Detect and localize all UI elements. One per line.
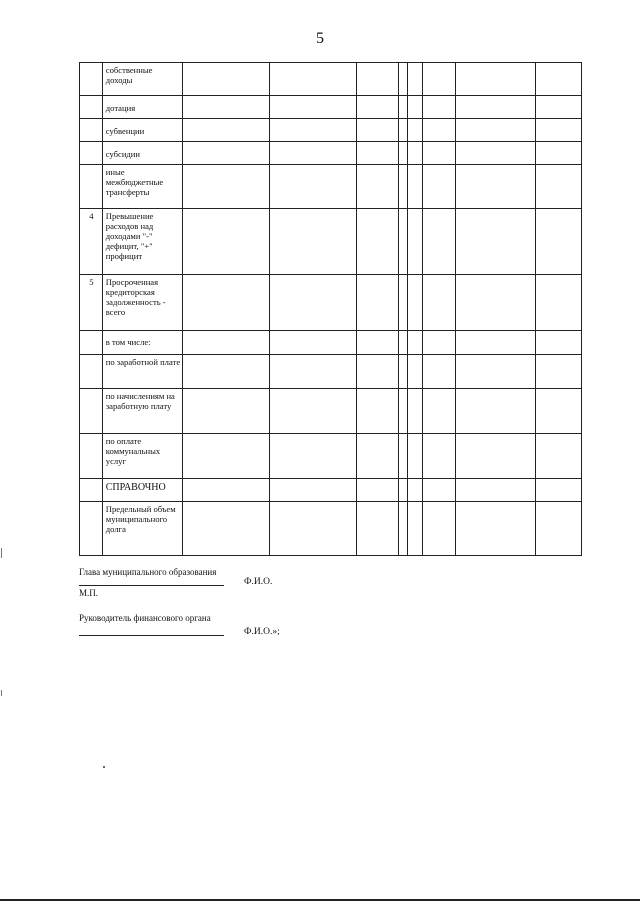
table-row: [80, 165, 582, 209]
row-number: [80, 434, 103, 479]
finance-signature-line: [79, 635, 224, 636]
table-row: [80, 434, 582, 479]
scan-margin-mark: [1, 548, 2, 558]
table-row: [80, 209, 582, 275]
table-row: [80, 331, 582, 355]
table-row: [80, 479, 582, 502]
page-number: 5: [316, 30, 324, 47]
row-number: [80, 119, 103, 142]
head-title: Глава муниципального образования: [79, 567, 217, 577]
stamp-label: М.П.: [79, 588, 99, 598]
row-label: Предельный объем муниципального долга: [102, 502, 183, 556]
row-label: Просроченная кредиторская задолженность - всего: [102, 275, 183, 331]
row-number: [80, 96, 103, 119]
row-label: по начислениям на заработную плату: [102, 389, 183, 434]
row-number: 4: [80, 209, 103, 275]
row-number: [80, 502, 103, 556]
row-number: [80, 165, 103, 209]
table-row: [80, 142, 582, 165]
row-label: в том числе:: [102, 331, 183, 355]
row-number: [80, 63, 103, 96]
report-table: [79, 62, 582, 556]
table-row: [80, 119, 582, 142]
finance-fio: Ф.И.О.»;: [244, 627, 280, 637]
row-label: субсидии: [102, 142, 183, 165]
row-label: собственные доходы: [102, 63, 183, 96]
row-number: 5: [80, 275, 103, 331]
scan-bottom-edge: [0, 899, 640, 901]
table-row: [80, 355, 582, 389]
row-number: [80, 389, 103, 434]
row-label: по заработной плате: [102, 355, 183, 389]
table-row: [80, 96, 582, 119]
scan-margin-mark: [1, 690, 2, 696]
table-row: [80, 63, 582, 96]
finance-title: Руководитель финансового органа: [79, 613, 211, 623]
table-row: [80, 275, 582, 331]
head-fio: Ф.И.О.: [244, 577, 273, 587]
row-label: Превышение расходов над доходами "-" дефицит, "+" профицит: [102, 209, 183, 275]
row-label: субвенции: [102, 119, 183, 142]
table-row: [80, 389, 582, 434]
row-label: иные межбюджетные трансферты: [102, 165, 183, 209]
row-number: [80, 142, 103, 165]
row-label: СПРАВОЧНО: [102, 479, 183, 502]
row-label: по оплате коммунальных услуг: [102, 434, 183, 479]
row-label: дотация: [102, 96, 183, 119]
table-row: [80, 502, 582, 556]
row-number: [80, 331, 103, 355]
scan-speck: [103, 766, 105, 768]
row-number: [80, 479, 103, 502]
row-number: [80, 355, 103, 389]
head-signature-line: [79, 585, 224, 586]
